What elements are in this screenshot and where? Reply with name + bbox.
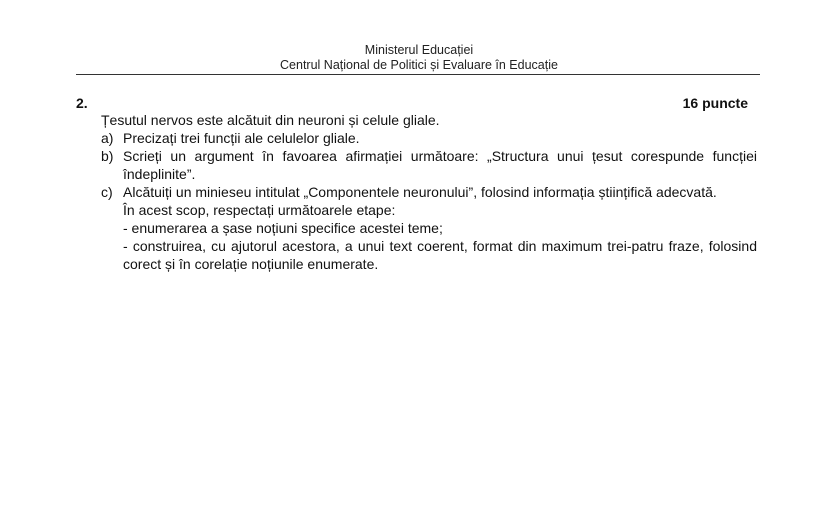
- question-number: 2.: [76, 95, 88, 111]
- question-item-c: [101, 183, 757, 201]
- ministry-title: Ministerul Educației: [364, 43, 474, 57]
- question-item-a: [101, 129, 757, 147]
- header-divider: [76, 74, 760, 75]
- steps-intro: În acest scop, respectați următoarele etape:: [123, 202, 396, 218]
- item-letter: c): [101, 184, 113, 200]
- document-header: [0, 43, 838, 73]
- question-body: [101, 111, 757, 273]
- item-text: Precizați trei funcții ale celulelor gliale.: [123, 130, 360, 146]
- question-intro: Țesutul nervos este alcătuit din neuroni și celule gliale.: [101, 112, 440, 128]
- item-letter: b): [101, 148, 114, 164]
- item-text: Scrieți un argument în favoarea afirmației următoare: „Structura unui țesut corespunde funcției îndeplinite”.: [123, 148, 757, 182]
- item-letter: a): [101, 130, 114, 146]
- item-text: Alcătuiți un minieseu intitulat „Componentele neuronului”, folosind informația științifică adecvată.: [123, 184, 717, 200]
- step-item: - construirea, cu ajutorul acestora, a unui text coerent, format din maximum trei-patru fraze, folosind corect și în corelație noțiunile enumerate.: [123, 238, 757, 272]
- question-item-b: [101, 147, 757, 183]
- question-points: 16 puncte: [682, 95, 748, 111]
- step-item: - enumerarea a șase noțiuni specifice acestei teme;: [123, 220, 443, 236]
- center-title: Centrul Național de Politici și Evaluare în Educație: [280, 58, 558, 72]
